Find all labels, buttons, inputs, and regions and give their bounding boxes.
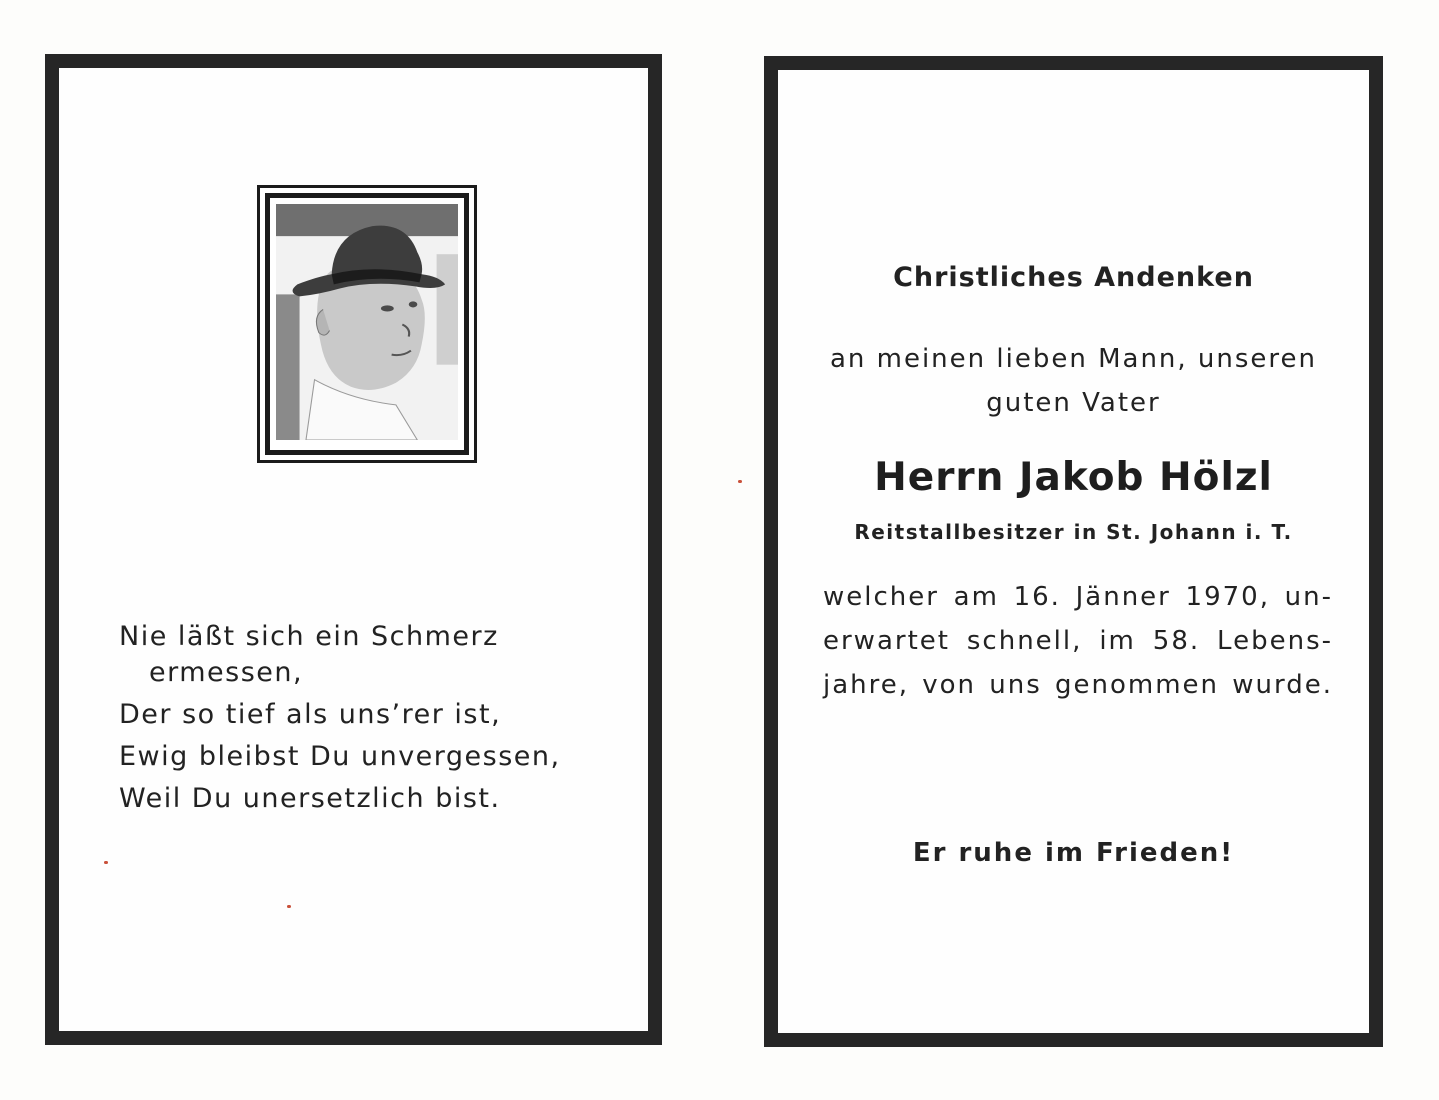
portrait-photo [265,193,469,455]
closing-blessing: Er ruhe im Frieden! [912,838,1235,868]
paper-speck [104,861,108,864]
death-notice-line: erwartet schnell, im 58. Lebens- [823,626,1333,656]
dedication-line: guten Vater [986,388,1161,418]
portrait-illustration [276,204,458,440]
poem-line: Ewig bleibst Du unvergessen, [119,741,561,772]
card-title: Christliches Andenken [893,262,1254,293]
right-card [764,56,1383,1047]
poem-line: Nie läßt sich ein Schmerz [119,621,499,652]
occupation: Reitstallbesitzer in St. Johann i. T. [854,520,1293,544]
deceased-name: Herrn Jakob Hölzl [874,455,1273,500]
paper-speck [287,905,291,908]
dedication-line: an meinen lieben Mann, unseren [829,344,1318,374]
death-notice-line: welcher am 16. Jänner 1970, un- [823,582,1333,612]
poem-line: ermessen, [149,657,304,688]
poem-line: Der so tief als uns’rer ist, [119,699,502,730]
portrait-frame [257,185,477,463]
poem-line: Weil Du unersetzlich bist. [119,783,501,814]
death-notice-line: jahre, von uns genommen wurde. [823,670,1333,700]
left-card [45,54,662,1045]
paper-speck [738,480,742,483]
memorial-poem [119,616,639,820]
